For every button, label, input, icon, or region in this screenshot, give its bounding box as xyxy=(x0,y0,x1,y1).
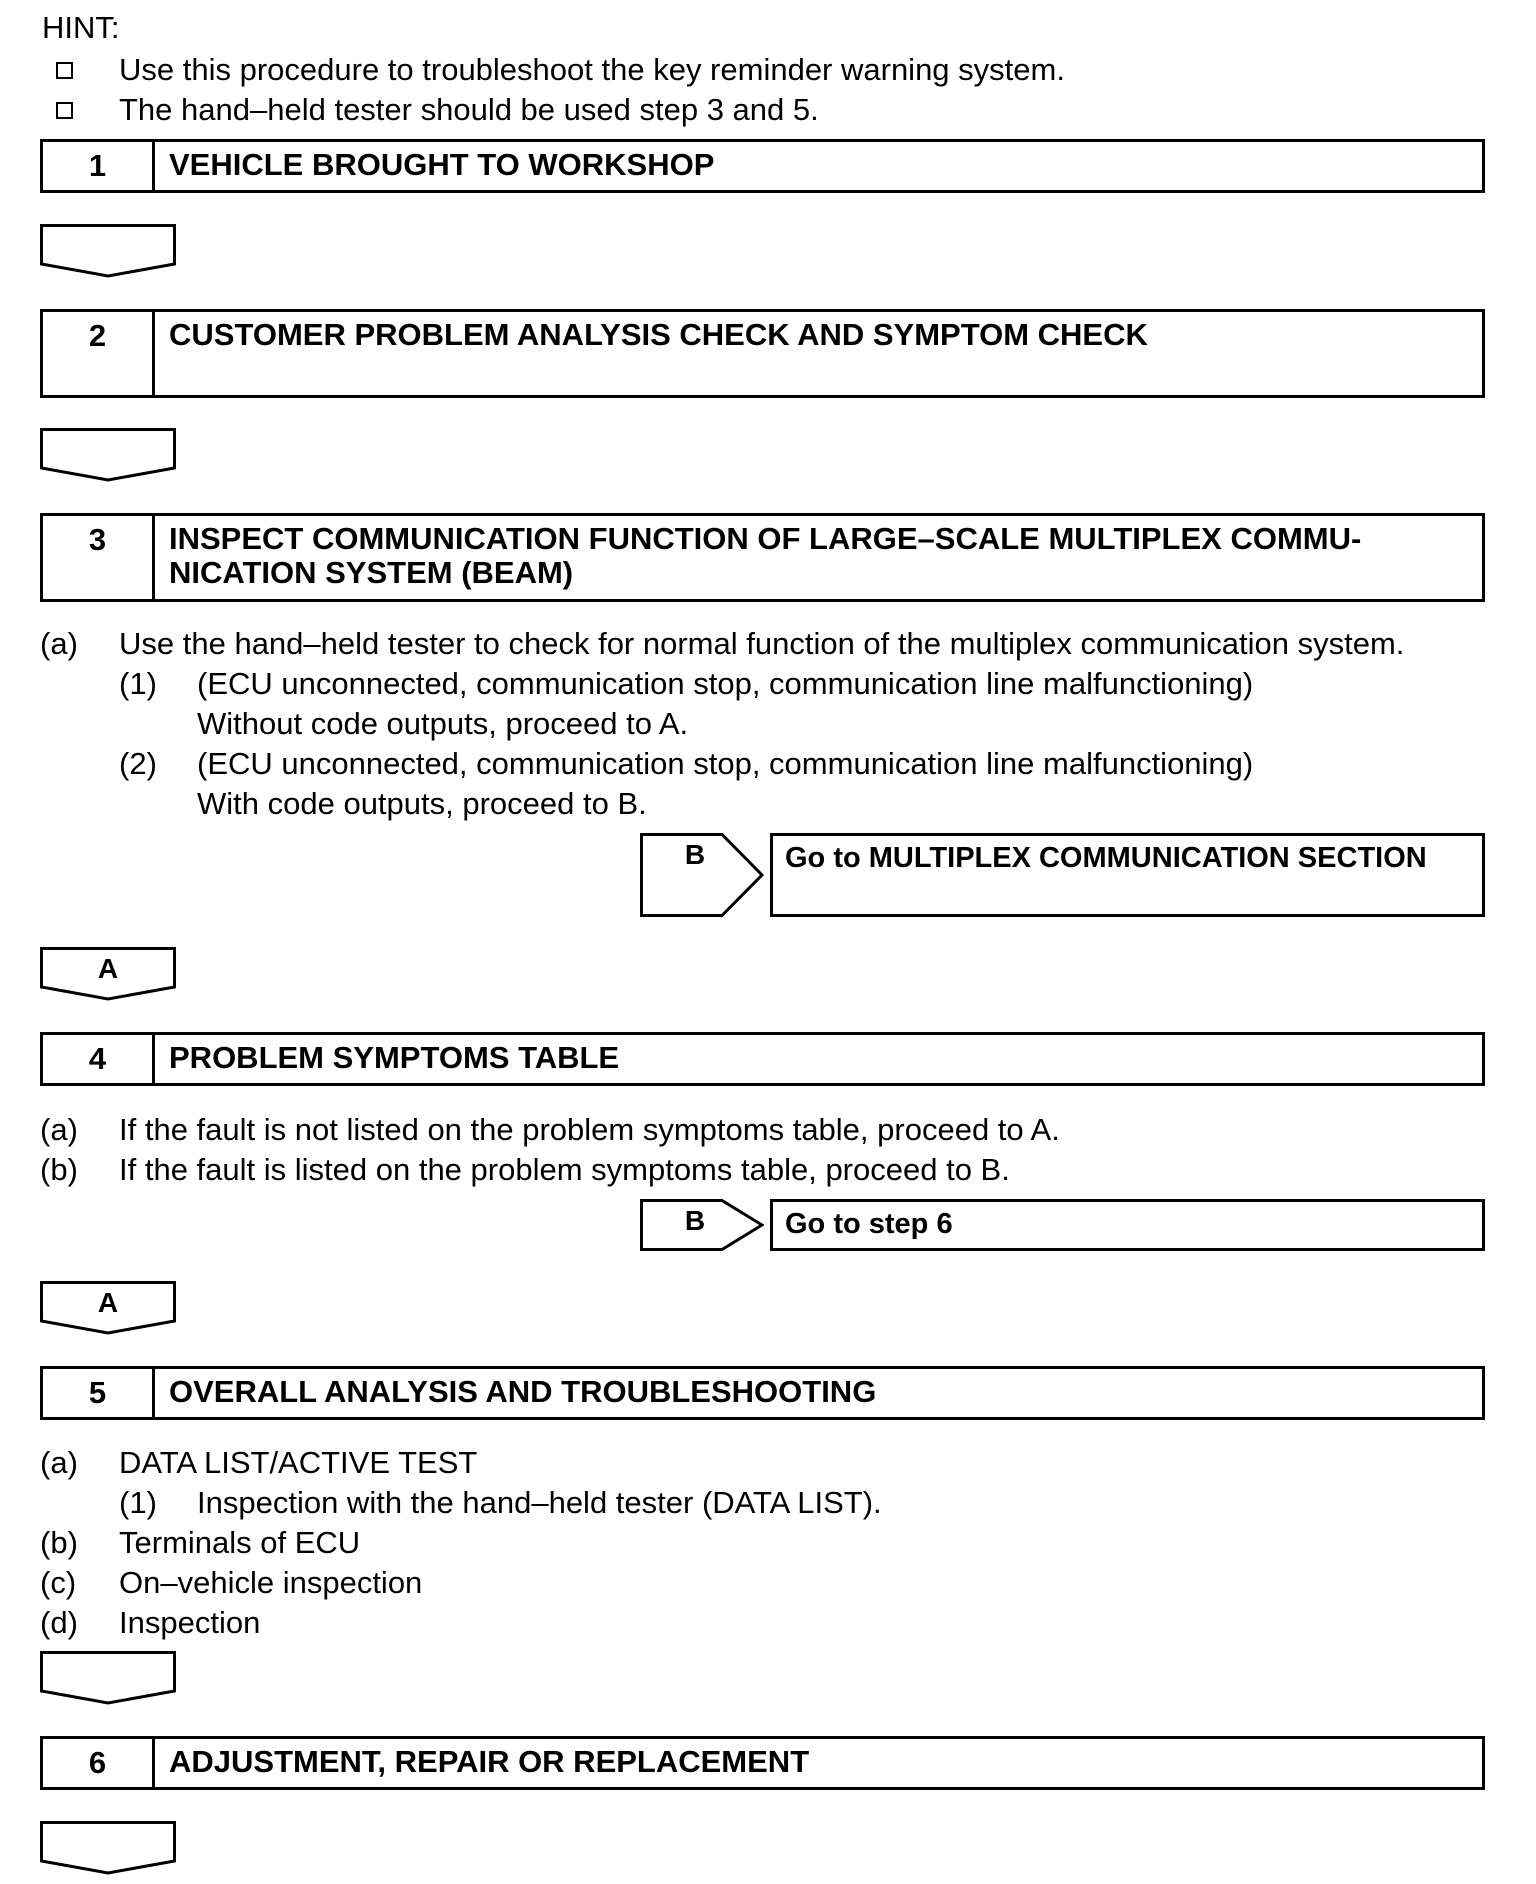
list-text: If the fault is not listed on the problem symptoms table, proceed to A. xyxy=(119,1112,1060,1147)
list-marker: (1) xyxy=(119,1485,157,1520)
list-marker: (b) xyxy=(40,1525,78,1560)
list-marker: (a) xyxy=(40,1445,78,1480)
list-text: Use the hand–held tester to check for normal function of the multiplex communication system. xyxy=(119,626,1405,661)
step-number: 3 xyxy=(43,516,155,599)
step-title xyxy=(169,522,1466,590)
step-number: 2 xyxy=(43,312,155,395)
branch-target-box: Go to step 6 xyxy=(770,1199,1485,1251)
continue-label: A xyxy=(97,1287,119,1318)
bullet-square-icon xyxy=(56,102,73,119)
list-text: Inspection xyxy=(119,1605,261,1640)
branch-label: B xyxy=(684,1205,706,1236)
list-marker: (a) xyxy=(40,626,78,661)
flow-arrow-down-icon xyxy=(40,428,176,482)
continue-label: A xyxy=(97,953,119,984)
list-text: Inspection with the hand–held tester (DATA LIST). xyxy=(197,1485,882,1520)
list-marker: (c) xyxy=(40,1565,77,1600)
list-marker: (2) xyxy=(119,746,157,781)
branch-label: B xyxy=(684,839,706,870)
flow-arrow-down-icon xyxy=(40,1651,176,1705)
branch-target-box: Go to MULTIPLEX COMMUNICATION SECTION xyxy=(770,833,1485,917)
hint-label: HINT: xyxy=(42,10,120,45)
list-marker: (1) xyxy=(119,666,157,701)
list-text: Terminals of ECU xyxy=(119,1525,361,1560)
step-title: PROBLEM SYMPTOMS TABLE xyxy=(169,1040,620,1075)
flow-arrow-down-icon xyxy=(40,224,176,278)
list-marker: (a) xyxy=(40,1112,78,1147)
list-text: On–vehicle inspection xyxy=(119,1565,423,1600)
list-text: DATA LIST/ACTIVE TEST xyxy=(119,1445,478,1480)
step-number: 6 xyxy=(43,1739,155,1787)
step-title: OVERALL ANALYSIS AND TROUBLESHOOTING xyxy=(169,1374,877,1409)
list-text: (ECU unconnected, communication stop, communication line malfunctioning) xyxy=(197,666,1254,701)
step-number: 4 xyxy=(43,1035,155,1083)
list-marker: (b) xyxy=(40,1152,78,1187)
step-6-header xyxy=(40,1736,1485,1790)
step-title-line: NICATION SYSTEM (BEAM) xyxy=(169,555,574,590)
step-title: ADJUSTMENT, REPAIR OR REPLACEMENT xyxy=(169,1744,810,1779)
list-text: (ECU unconnected, communication stop, communication line malfunctioning) xyxy=(197,746,1254,781)
step-title: CUSTOMER PROBLEM ANALYSIS CHECK AND SYMPTOM CHECK xyxy=(169,317,1148,352)
step-title-line: INSPECT COMMUNICATION FUNCTION OF LARGE–SCALE MULTIPLEX COMMU- xyxy=(169,521,1362,556)
step-1-header xyxy=(40,139,1485,193)
step-number: 5 xyxy=(43,1369,155,1417)
list-marker: (d) xyxy=(40,1605,78,1640)
list-text: Without code outputs, proceed to A. xyxy=(197,706,689,741)
step-title: VEHICLE BROUGHT TO WORKSHOP xyxy=(169,147,715,182)
step-5-header xyxy=(40,1366,1485,1420)
hint-item: The hand–held tester should be used step 3 and 5. xyxy=(119,92,819,127)
step-3-header xyxy=(40,513,1485,602)
list-text: With code outputs, proceed to B. xyxy=(197,786,647,821)
continue-a-arrow xyxy=(40,947,176,1001)
list-text: If the fault is listed on the problem symptoms table, proceed to B. xyxy=(119,1152,1010,1187)
step-4-header xyxy=(40,1032,1485,1086)
hint-item: Use this procedure to troubleshoot the key reminder warning system. xyxy=(119,52,1065,87)
bullet-square-icon xyxy=(56,62,73,79)
step-number: 1 xyxy=(43,142,155,190)
flow-arrow-down-icon xyxy=(40,1821,176,1875)
step-2-header xyxy=(40,309,1485,398)
continue-a-arrow xyxy=(40,1281,176,1335)
